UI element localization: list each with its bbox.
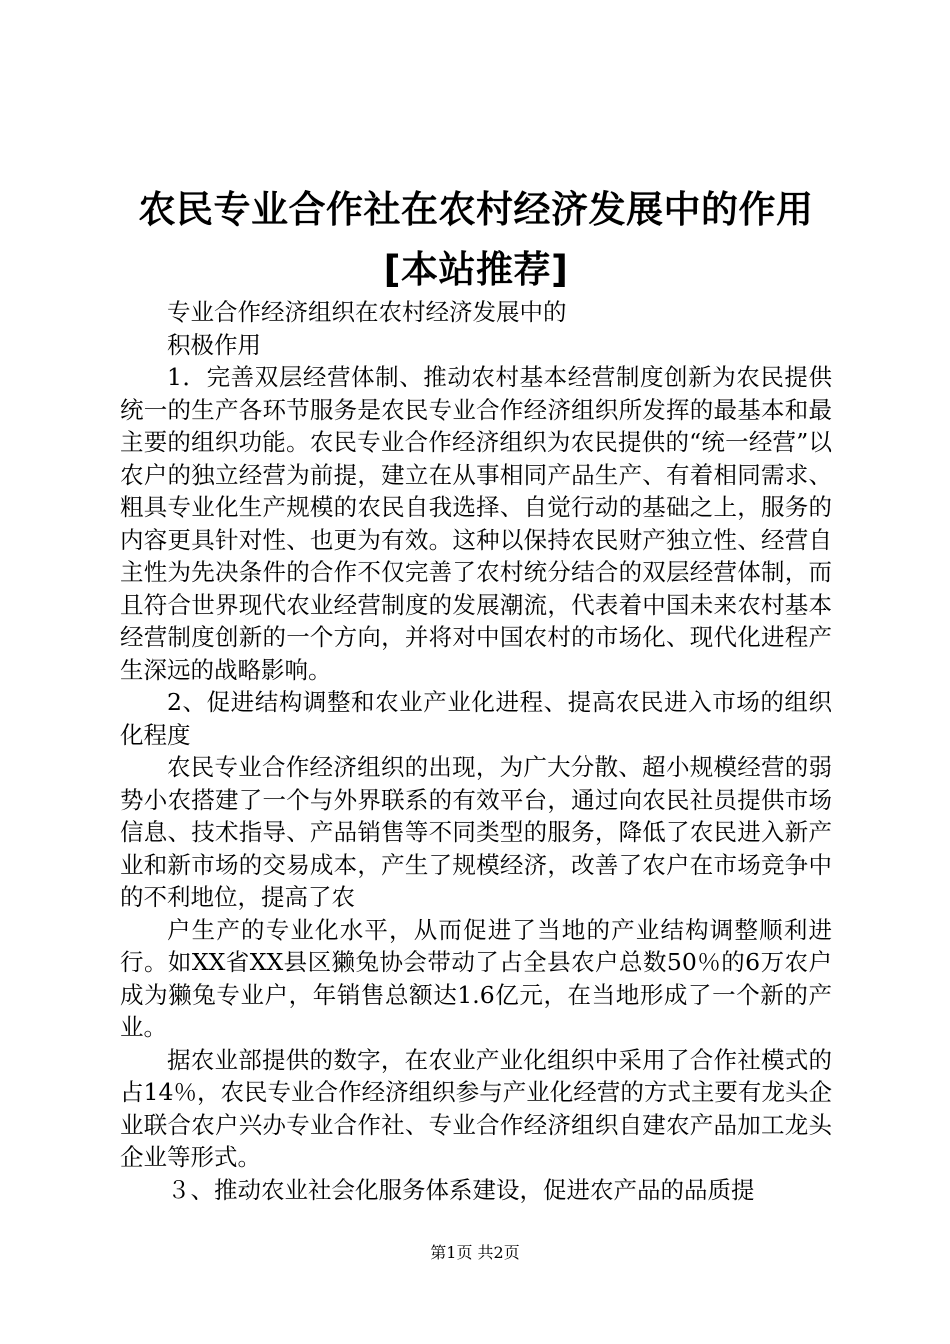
- paragraph: ３、推动农业社会化服务体系建设，促进农产品的品质提: [167, 1175, 755, 1204]
- page-footer: 第1页 共2页: [430, 1243, 520, 1262]
- paragraph: 据农业部提供的数字，在农业产业化组织中采用了合作社模式的占14％，农民专业合作经济组织参与产业化经营的方式主要有龙头企业联合农户兴办专业合作社、专业合作经济组织自建农产品加工龙头企业等形式。: [120, 1045, 832, 1171]
- document-body: [120, 296, 832, 1206]
- paragraph: 积极作用: [167, 330, 261, 359]
- document-title: 农民专业合作社在农村经济发展中的作用[本站推荐]: [138, 188, 814, 291]
- paragraph: 1．完善双层经营体制、推动农村基本经营制度创新为农民提供统一的生产各环节服务是农民专业合作经济组织所发挥的最基本和最主要的组织功能。农民专业合作经济组织为农民提供的“统一经营”以农户的独立经营为前提，建立在从事相同产品生产、有着相同需求、粗具专业化生产规模的农民自我选择、自觉行动的基础之上，服务的内容更具针对性、也更为有效。这种以保持农民财产独立性、经营自主性为先决条件的合作不仅完善了农村统分结合的双层经营体制，而且符合世界现代农业经营制度的发展潮流，代表着中国未来农村基本经营制度创新的一个方向，并将对中国农村的市场化、现代化进程产生深远的战略影响。: [120, 363, 832, 684]
- paragraph: 2、促进结构调整和农业产业化进程、提高农民进入市场的组织化程度: [120, 688, 832, 749]
- paragraph: 专业合作经济组织在农村经济发展中的: [167, 298, 567, 326]
- paragraph: 农民专业合作经济组织的出现，为广大分散、超小规模经营的弱势小农搭建了一个与外界联系的有效平台，通过向农民社员提供市场信息、技术指导、产品销售等不同类型的服务，降低了农民进入新产业和新市场的交易成本，产生了规模经济，改善了农户在市场竞争中的不利地位，提高了农: [120, 753, 832, 911]
- paragraph: 户生产的专业化水平，从而促进了当地的产业结构调整顺利进行。如XX省XX县区獭兔协会带动了占全县农户总数50％的6万农户成为獭兔专业户，年销售总额达1.6亿元，在当地形成了一个新的产业。: [120, 915, 832, 1041]
